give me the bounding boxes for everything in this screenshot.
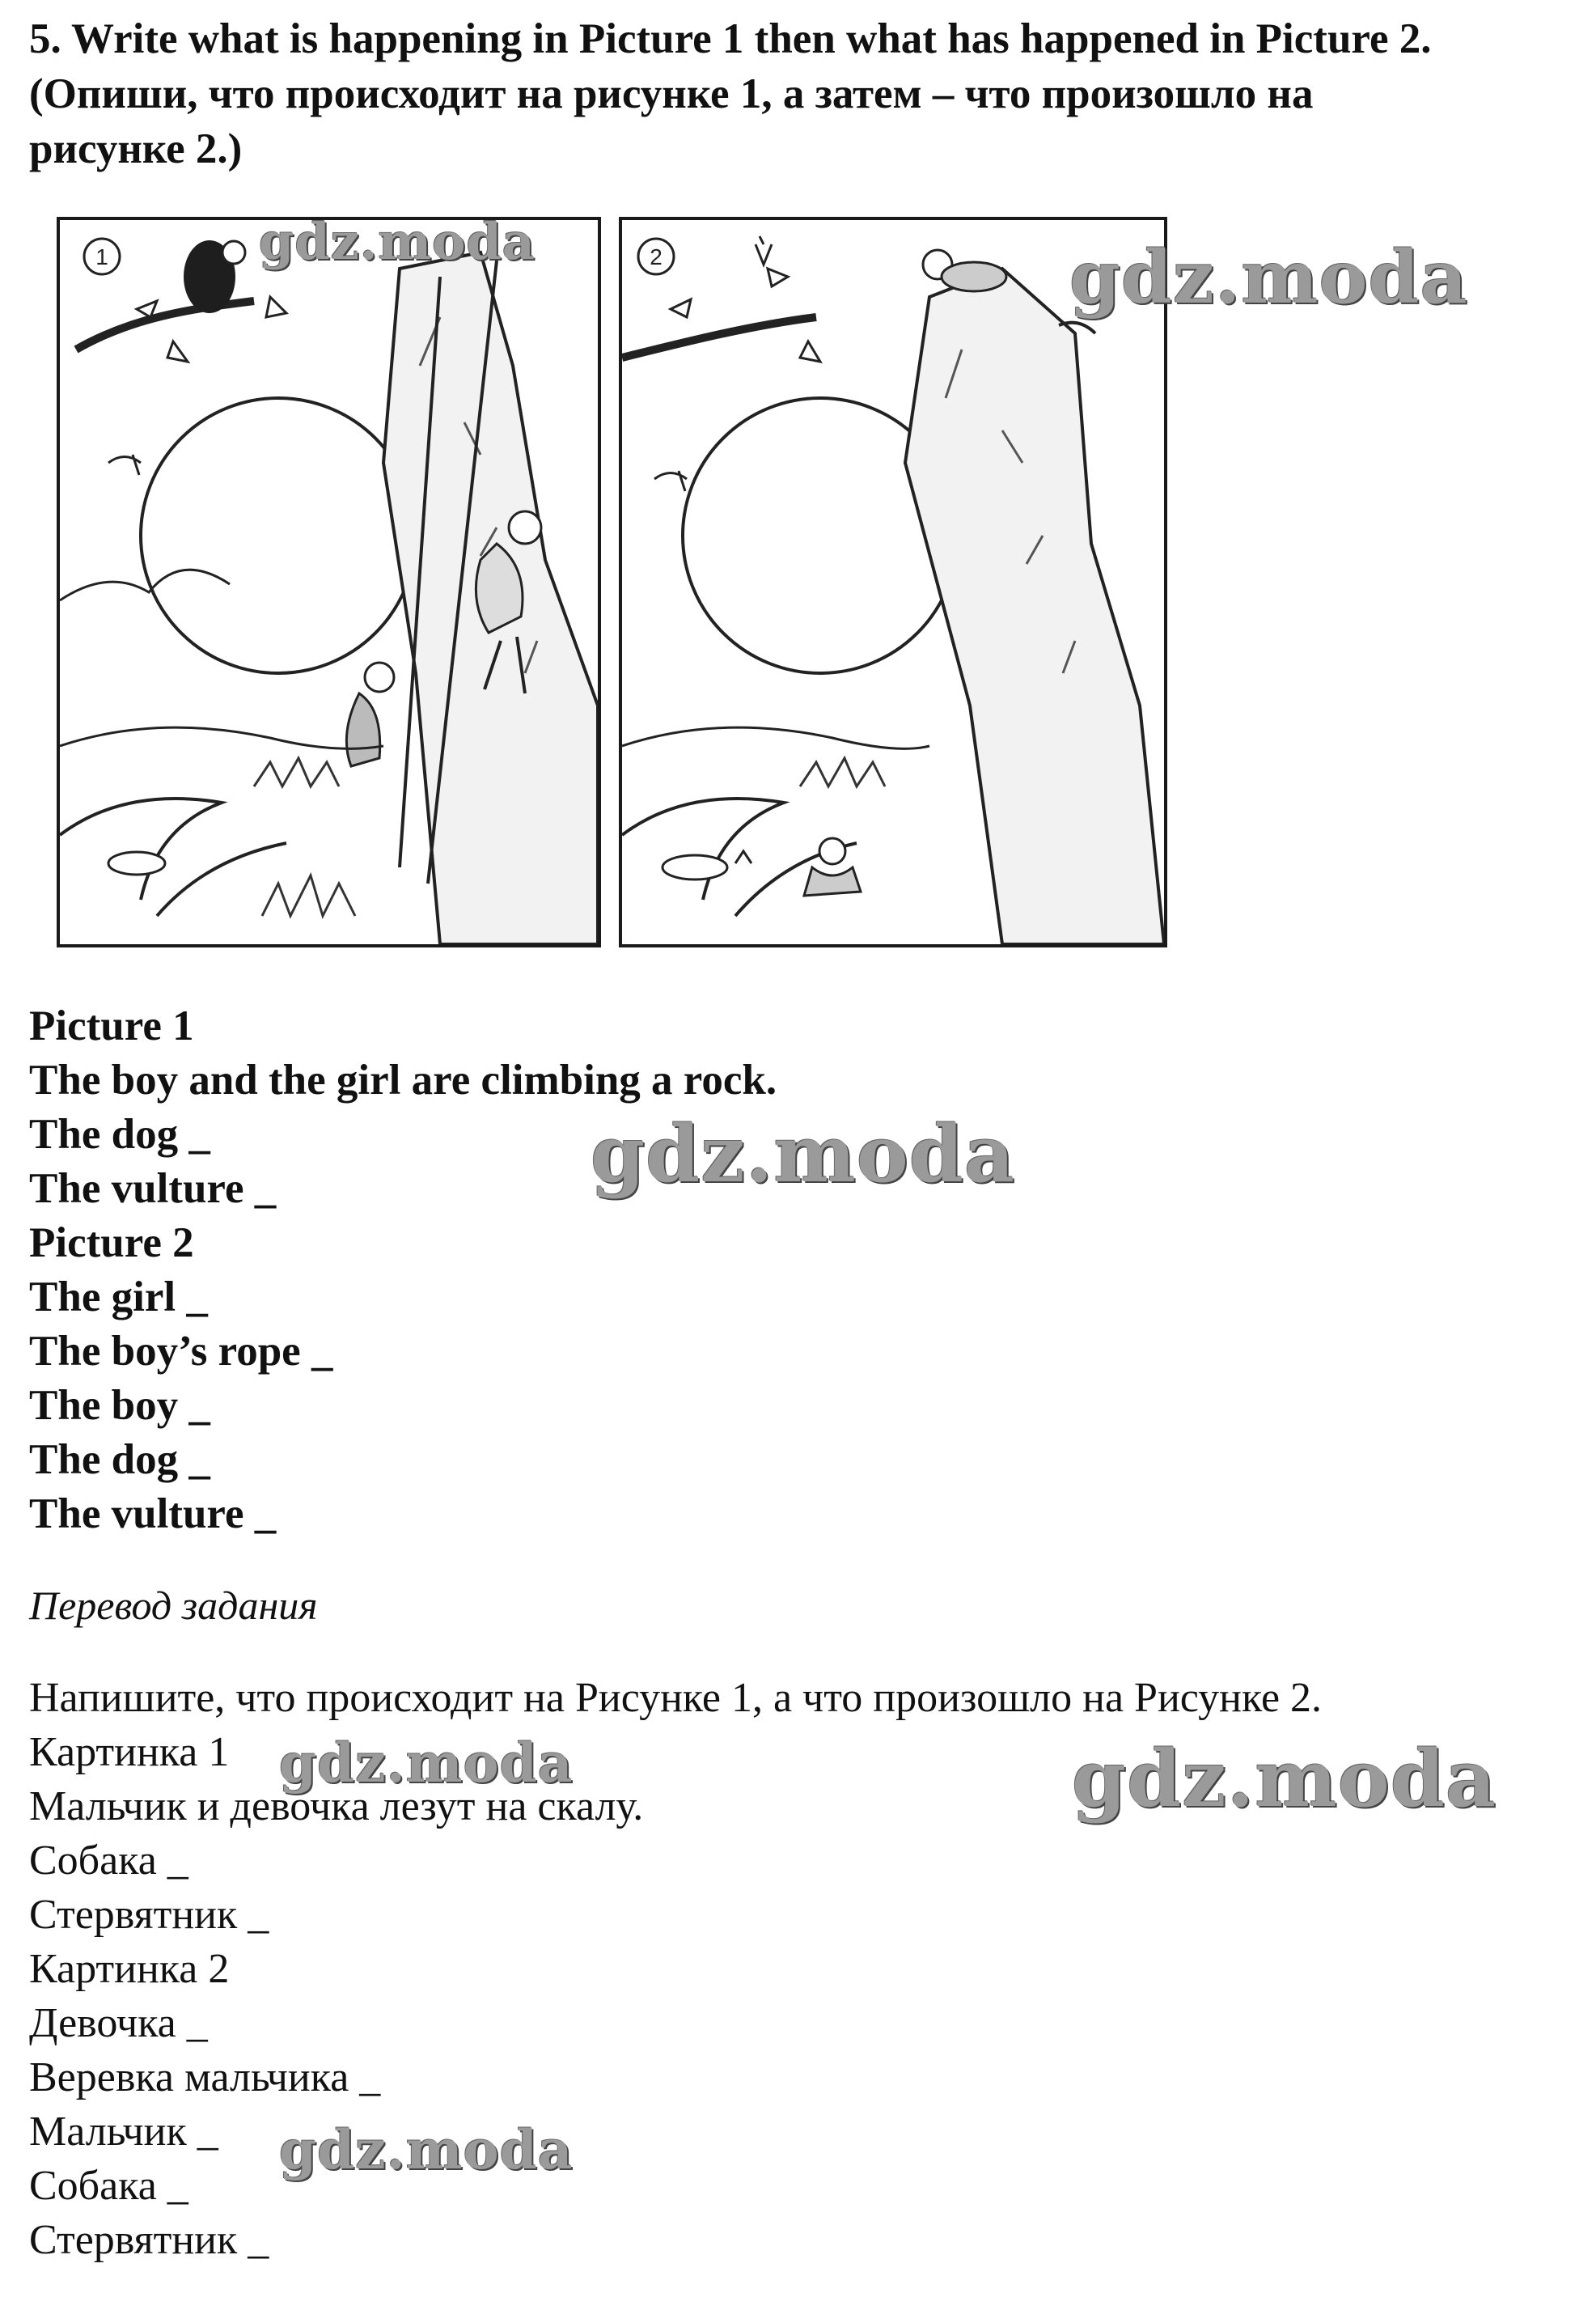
task-title-line-2: (Опиши, что происходит на рисунке 1, а затем – что произошло на xyxy=(29,70,1314,117)
watermark: gdz.moda xyxy=(591,1108,1016,1200)
english-line: The vulture _ xyxy=(29,1165,277,1212)
watermark: gdz.moda xyxy=(279,2118,574,2181)
picture-1-number: 1 xyxy=(95,244,108,269)
picture-2 xyxy=(619,217,1167,947)
watermark: gdz.moda xyxy=(259,212,536,271)
pictures-area xyxy=(49,217,1181,961)
english-line: The boy _ xyxy=(29,1382,210,1429)
task-title xyxy=(29,11,1574,176)
english-line: The boy’s rope _ xyxy=(29,1328,333,1375)
picture-2-number: 2 xyxy=(650,244,663,269)
translation-line: Картинка 2 xyxy=(29,1946,230,1992)
watermark: gdz.moda xyxy=(1069,235,1468,320)
task-title-line-1: 5. Write what is happening in Picture 1 then what has happened in Picture 2. xyxy=(29,15,1432,62)
watermark: gdz.moda xyxy=(279,1731,574,1795)
english-line: Picture 1 xyxy=(29,1002,194,1049)
translation-line: Собака _ xyxy=(29,1837,188,1884)
translation-line: Собака _ xyxy=(29,2163,188,2209)
english-line: The dog _ xyxy=(29,1436,210,1483)
english-line: The boy and the girl are climbing a rock. xyxy=(29,1057,777,1104)
picture-1-illustration xyxy=(60,220,598,944)
english-line: Picture 2 xyxy=(29,1219,194,1266)
picture-2-illustration xyxy=(622,220,1164,944)
translation-line: Девочка _ xyxy=(29,2000,208,2046)
translation-line: Стервятник _ xyxy=(29,1892,269,1938)
task-title-line-3: рисунке 2.) xyxy=(29,125,243,172)
english-line: The girl _ xyxy=(29,1274,208,1320)
translation-line: Мальчик и девочка лезут на скалу. xyxy=(29,1783,644,1829)
translation-line: Веревка мальчика _ xyxy=(29,2054,381,2100)
english-line: The dog _ xyxy=(29,1111,210,1158)
english-line: The vulture _ xyxy=(29,1490,277,1537)
translation-line: Картинка 1 xyxy=(29,1729,230,1775)
translation-heading: Перевод задания xyxy=(29,1583,318,1628)
picture-1 xyxy=(57,217,601,947)
watermark: gdz.moda xyxy=(1072,1733,1497,1825)
english-exercise xyxy=(29,999,777,1541)
translation-line: Стервятник _ xyxy=(29,2217,269,2263)
translation-line: Напишите, что происходит на Рисунке 1, а что произошло на Рисунке 2. xyxy=(29,1675,1323,1721)
translation-line: Мальчик _ xyxy=(29,2109,218,2155)
